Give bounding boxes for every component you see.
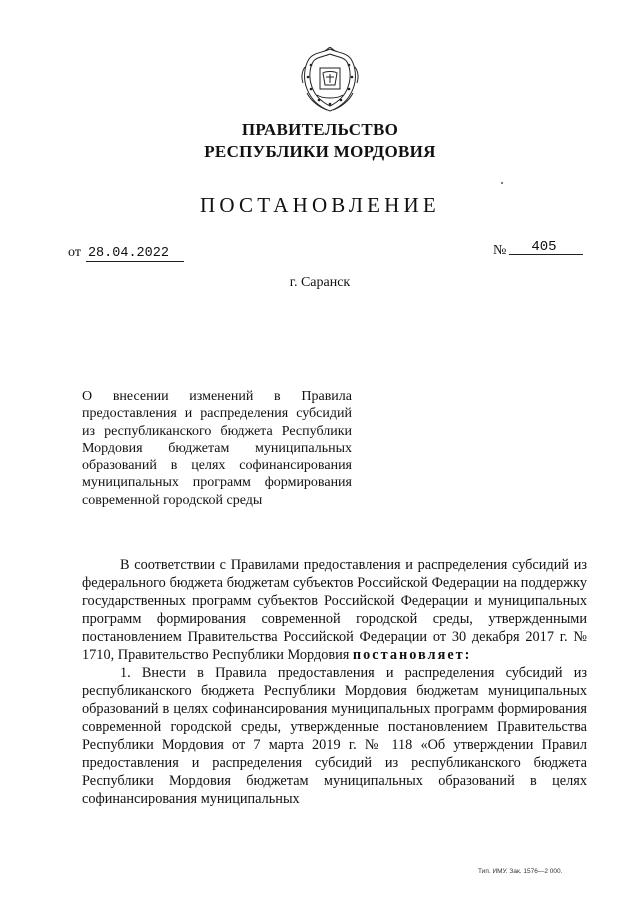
document-body: [82, 556, 587, 808]
document-type-title: ПОСТАНОВЛЕНИЕ: [200, 193, 440, 217]
paragraph-1-text: В соответствии с Правилами предоставления и распределения субсидий из федерального бюджета бюджетам субъектов Российской Федерации на поддержку государственных программ субъектов Российской Федерации и муниципальных программ формирования современной городской среды, утвержденными постановлением Правительства Российской Федерации от 30 декабря 2017 г. № 1710, Правительство Республики Мордовия: [82, 557, 587, 663]
government-subtitle: РЕСПУБЛИКИ МОРДОВИЯ: [204, 142, 436, 161]
document-date: [68, 245, 184, 262]
number-value: 405: [509, 240, 583, 255]
scan-speck: [501, 182, 503, 184]
print-note: Тип. ИМУ. Зак. 1576—2 000.: [478, 868, 563, 875]
city-name: г. Саранск: [289, 275, 351, 290]
body-paragraph-2: 1. Внести в Правила предоставления и распределения субсидий из республиканского бюджета Республики Мордовия бюджетам муниципальных образований в целях софинансирования муниципальных программ формирования современной городской среды, утвержденные постановлением Правительства Республики Мордовия от 7 марта 2019 г. № 118 «Об утверждении Правил предоставления и распределения субсидий из республиканского бюджета Республики Мордовия бюджетам муниципальных образований в целях софинансирования муниципальных: [82, 665, 587, 807]
coat-of-arms-icon: [299, 47, 361, 113]
document-number: [493, 239, 583, 259]
document-subject: О внесении изменений в Правила предоставления и распределения субсидий из республиканского бюджета Республики Мордовия бюджетам муниципальных образований в целях софинансирования муниципальных программ формирования современной городской среды: [82, 389, 352, 508]
date-value: 28.04.2022: [86, 247, 184, 262]
body-paragraph-1: [82, 556, 587, 664]
number-prefix: №: [493, 243, 507, 258]
government-title: ПРАВИТЕЛЬСТВО: [241, 120, 399, 139]
decree-word: постановляет:: [352, 647, 472, 663]
date-prefix: от: [68, 245, 81, 260]
